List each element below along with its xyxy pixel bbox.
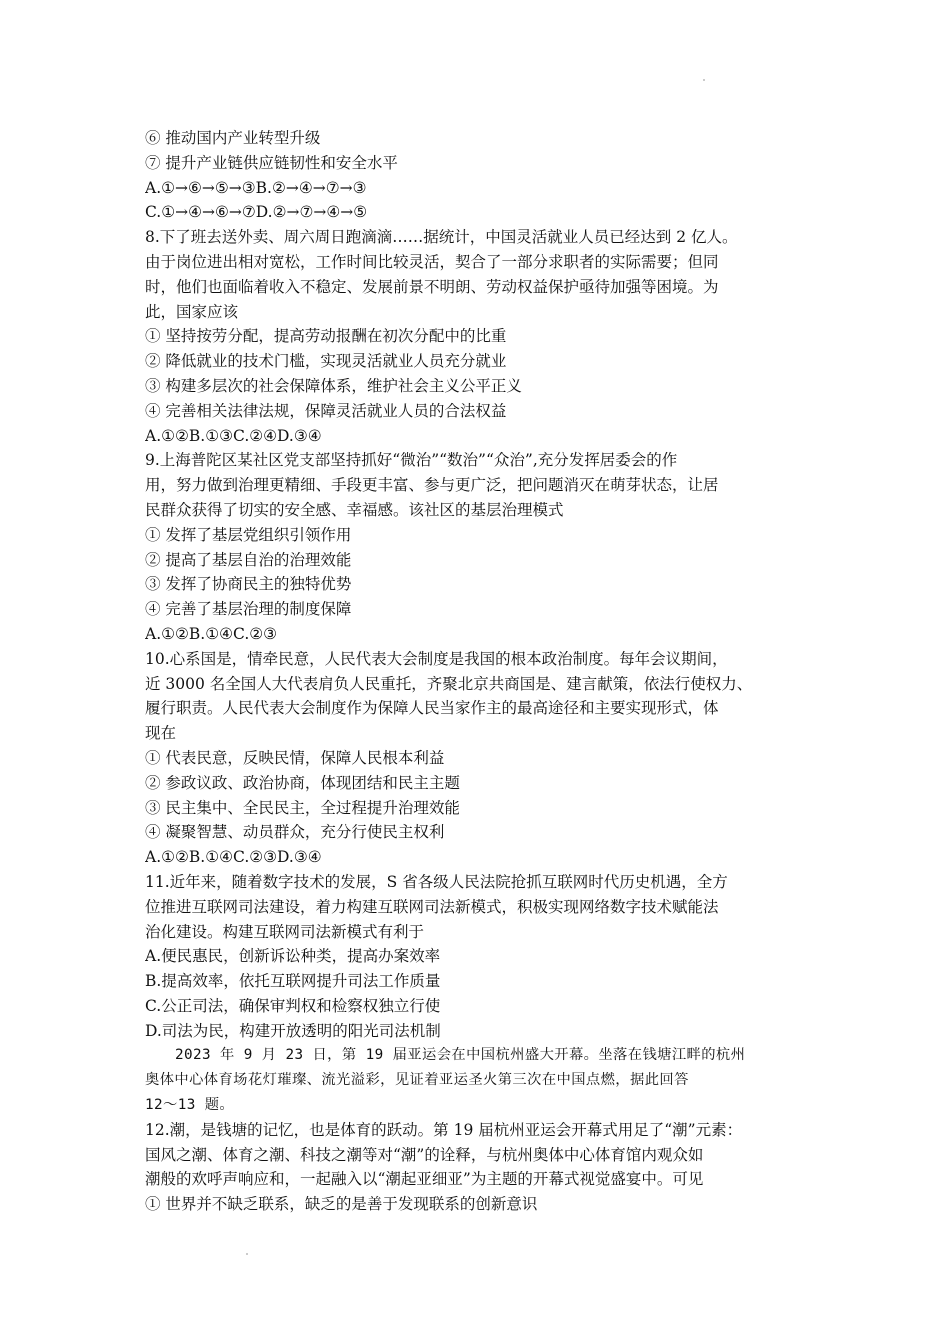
answer-option: D.司法为民，构建开放透明的阳光司法机制	[145, 1021, 441, 1040]
answer-option: B.提高效率，依托互联网提升司法工作质量	[145, 972, 441, 991]
question-stem-line: 11.近年来，随着数字技术的发展，S 省各级人民法院抢抓互联网时代历史机遇，全方	[145, 872, 728, 891]
statement-item: ④ 完善相关法律法规，保障灵活就业人员的合法权益	[145, 401, 507, 420]
statement-item: ④ 凝聚智慧、动员群众，充分行使民主权利	[145, 823, 445, 842]
statement-item: ⑥ 推动国内产业转型升级	[145, 129, 321, 147]
passage-line: 2023 年 9 月 23 日，第 19 届亚运会在中国杭州盛大开幕。坐落在钱塘江畔的杭州	[175, 1047, 746, 1064]
question-stem-line: 9.上海普陀区某社区党支部坚持抓好“微治”“数治”“众治”,充分发挥居委会的作	[145, 451, 678, 470]
statement-item: ① 世界并不缺乏联系，缺乏的是善于发现联系的创新意识	[145, 1195, 538, 1214]
statement-item: ③ 发挥了协商民主的独特优势	[145, 575, 352, 594]
passage-line: 12～13 题。	[145, 1097, 235, 1114]
question-stem-line: 国风之潮、体育之潮、科技之潮等对“潮”的诠释，与杭州奥体中心体育馆内观众如	[145, 1145, 704, 1164]
question-stem-line: 民群众获得了切实的安全感、幸福感。该社区的基层治理模式	[145, 500, 564, 519]
statement-item: ③ 构建多层次的社会保障体系，维护社会主义公平正义	[145, 376, 522, 395]
question-stem-line: 此，国家应该	[145, 302, 239, 321]
statement-item: ① 坚持按劳分配，提高劳动报酬在初次分配中的比重	[145, 327, 507, 346]
answer-options: A.①②B.①④C.②③	[145, 624, 278, 643]
question-stem-line: 现在	[145, 724, 177, 743]
answer-option: A.便民惠民，创新诉讼种类，提高办案效率	[145, 947, 441, 966]
statement-item: ③ 民主集中、全民民主，全过程提升治理效能	[145, 798, 460, 817]
answer-options: C.①→④→⑥→⑦D.②→⑦→④→⑤	[145, 203, 368, 222]
question-10	[145, 647, 825, 870]
question-stem-line: 8.下了班去送外卖、周六周日跑滴滴……据统计，中国灵活就业人员已经达到 2 亿人。	[145, 228, 738, 247]
question-11	[145, 870, 825, 1044]
page-mark-dot	[703, 79, 705, 81]
question-9	[145, 448, 825, 646]
statement-item: ④ 完善了基层治理的制度保障	[145, 600, 352, 619]
question-stem-line: 位推进互联网司法建设，着力构建互联网司法新模式，积极实现网络数字技术赋能法	[145, 897, 719, 916]
statement-item: ⑦ 提升产业链供应链韧性和安全水平	[145, 153, 398, 172]
question-8	[145, 225, 825, 448]
question-stem-line: 履行职责。人民代表大会制度作为保障人民当家作主的最高途径和主要实现形式，体	[145, 699, 719, 718]
question-stem-line: 12.潮，是钱塘的记忆，也是体育的跃动。第 19 届杭州亚运会开幕式用足了“潮”元素：	[145, 1120, 743, 1139]
question-stem-line: 由于岗位进出相对宽松，工作时间比较灵活，契合了一部分求职者的实际需要；但同	[145, 252, 719, 271]
answer-option: C.公正司法，确保审判权和检察权独立行使	[145, 996, 441, 1015]
statement-item: ① 代表民意，反映民情，保障人民根本利益	[145, 748, 445, 767]
question-stem-line: 时，他们也面临着收入不稳定、发展前景不明朗、劳动权益保护亟待加强等困境。为	[145, 277, 719, 296]
answer-options: A.①②B.①④C.②③D.③④	[145, 848, 322, 867]
page-mark-dot	[246, 1253, 248, 1255]
statement-item: ① 发挥了基层党组织引领作用	[145, 525, 352, 544]
question-stem-line: 治化建设。构建互联网司法新模式有利于	[145, 922, 425, 941]
question-12	[145, 1118, 825, 1217]
exam-page-content	[145, 126, 825, 1217]
statement-item: ② 参政议政、政治协商，体现团结和民主主题	[145, 773, 460, 792]
question-stem-line: 10.心系国是，情牵民意，人民代表大会制度是我国的根本政治制度。每年会议期间，	[145, 649, 728, 668]
statement-item: ② 降低就业的技术门槛，实现灵活就业人员充分就业	[145, 352, 507, 371]
question-7-tail	[145, 126, 825, 225]
answer-options: A.①②B.①③C.②④D.③④	[145, 426, 322, 445]
question-stem-line: 用，努力做到治理更精细、手段更丰富、参与更广泛，把问题消灭在萌芽状态，让居	[145, 476, 719, 495]
question-stem-line: 近 3000 名全国人大代表肩负人民重托，齐聚北京共商国是、建言献策，依法行使权力、	[145, 674, 753, 693]
question-stem-line: 潮般的欢呼声响应和，一起融入以“潮起亚细亚”为主题的开幕式视觉盛宴中。可见	[145, 1170, 704, 1189]
statement-item: ② 提高了基层自治的治理效能	[145, 550, 352, 569]
material-intro-passage	[145, 1043, 825, 1117]
answer-options: A.①→⑥→⑤→③B.②→④→⑦→③	[145, 178, 367, 197]
passage-line: 奥体中心体育场花灯璀璨、流光溢彩，见证着亚运圣火第三次在中国点燃，据此回答	[145, 1072, 689, 1089]
